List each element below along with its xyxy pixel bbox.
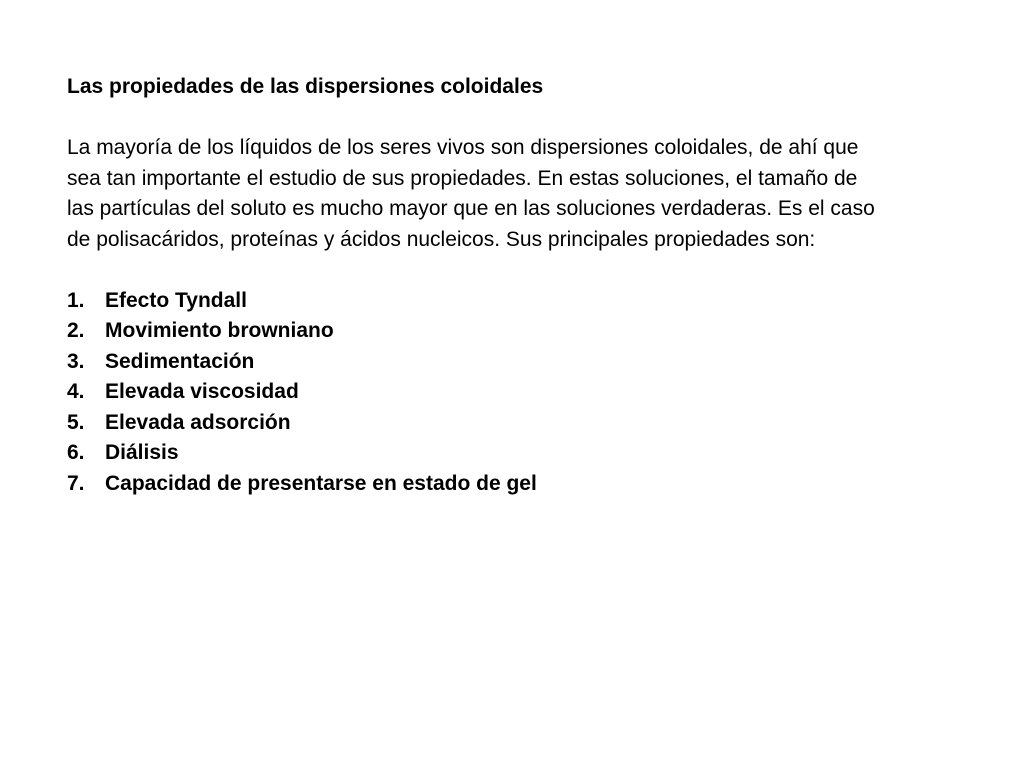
list-item: [67, 408, 967, 439]
intro-paragraph: La mayoría de los líquidos de los seres vivos son dispersiones coloidales, de ahí que sea tan importante el estudio de sus propiedades. En estas soluciones, el tamaño de las partículas del soluto es mucho mayor que en las soluciones verdaderas. Es el caso de polisacáridos, proteínas y ácidos nucleicos. Sus principales propiedades son:: [67, 136, 875, 251]
list-item-text: Movimiento browniano: [105, 319, 334, 342]
list-item-number: 7.: [67, 471, 85, 495]
list-item-text: Capacidad de presentarse en estado de gel: [105, 471, 537, 495]
list-item-number: 2.: [67, 319, 85, 342]
list-item: [67, 469, 967, 500]
list-item-text: Elevada adsorción: [105, 410, 291, 434]
document-title: Las propiedades de las dispersiones coloidales: [67, 75, 544, 98]
spacer: [67, 255, 967, 286]
list-item: [67, 286, 967, 317]
list-item-text: Diálisis: [105, 441, 179, 464]
spacer: [67, 103, 967, 134]
properties-list: [67, 286, 967, 500]
slide-content: [67, 72, 967, 499]
list-item-text: Efecto Tyndall: [105, 288, 247, 312]
list-item-text: Sedimentación: [105, 349, 255, 373]
list-item-text: Elevada viscosidad: [105, 380, 299, 403]
list-item-number: 6.: [67, 441, 85, 464]
list-item: [67, 316, 967, 347]
list-item: [67, 438, 967, 469]
list-item-number: 5.: [67, 410, 85, 434]
list-item-number: 1.: [67, 288, 85, 312]
list-item: [67, 347, 967, 378]
list-item-number: 4.: [67, 380, 85, 403]
list-item: [67, 377, 967, 408]
list-item-number: 3.: [67, 349, 85, 373]
